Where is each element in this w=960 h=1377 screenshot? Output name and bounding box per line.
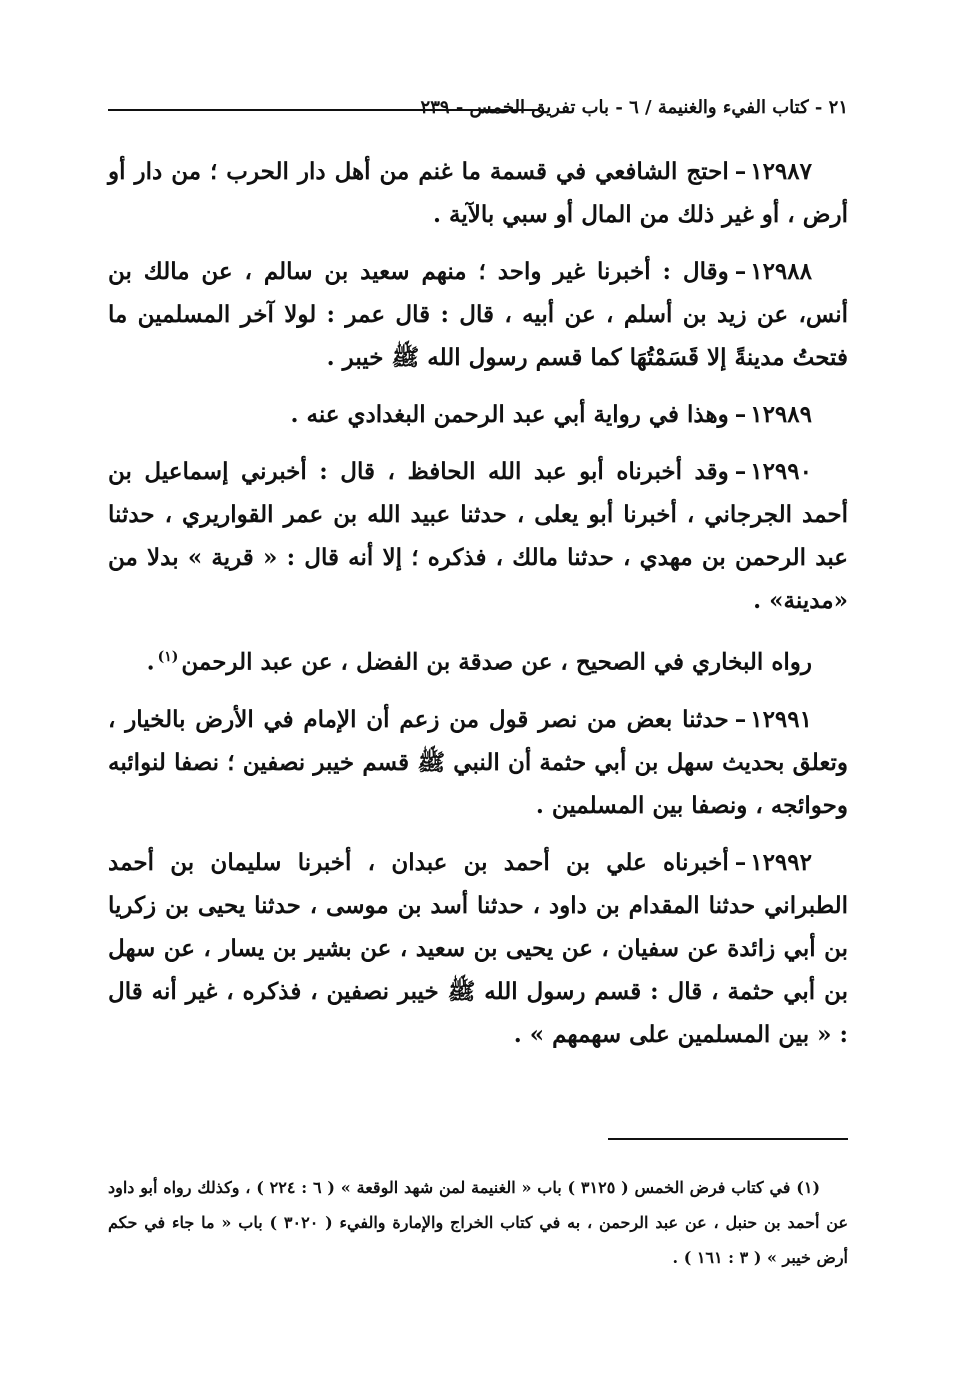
footnote-reference[interactable]: (١) — [157, 649, 179, 665]
hadith-number: ١٢٩٩١ — [750, 705, 812, 733]
hadith-12987: ١٢٩٨٧–احتج الشافعي في قسمة ما غنم من أهل دار الحرب ؛ من دار أو أرض ، أو غير ذلك من المال أو سبي بالآية . — [108, 158, 848, 228]
footnote — [108, 1170, 848, 1275]
hadith-text: أخبرناه علي بن أحمد بن عبدان ، أخبرنا سليمان بن أحمد الطبراني حدثنا المقدام بن داود ، حدثنا أسد بن موسى ، حدثنا يحيى بن زكريا بن أبي زائدة عن سفيان ، عن يحيى بن سعيد ، عن بشير بن يسار ، عن سهل بن أبي حثمة ، قال : قسم رسول الله ﷺ خيبر نصفين ، فذكره ، غير أنه قال : « بين المسلمين على سهمهم » . — [108, 848, 848, 1048]
narration-note — [108, 636, 848, 684]
hadith-text: وقد أخبرناه أبو عبد الله الحافظ ، قال : أخبرني إسماعيل بن أحمد الجرجاني ، أخبرنا أبو يعلى ، حدثنا عبيد الله بن عمر القواريري ، حدثنا عبد الرحمن بن مهدي ، حدثنا مالك ، فذكره ؛ إلا أنه قال : « قرية » بدلا من «مدينة» . — [108, 458, 848, 614]
hadith-12991: ١٢٩٩١–حدثنا بعض من نصر قول من زعم أن الإمام في الأرض بالخيار ، وتعلق بحديث سهل بن أبي حثمة أن النبي ﷺ قسم خيبر نصفين ؛ نصفا لنوائبه وحوائجه ، ونصفا بين المسلمين . — [108, 705, 848, 819]
hadith-text: وهذا في رواية أبي عبد الرحمن البغدادي عنه . — [290, 401, 729, 428]
hadith-number: ١٢٩٩٠ — [750, 458, 812, 485]
running-header — [108, 92, 848, 124]
hadith-12988: ١٢٩٨٨–وقال : أخبرنا غير واحد ؛ منهم سعيد بن سالم ، عن مالك بن أنس، عن زيد بن أسلم ، عن أبيه ، قال : قال عمر : لولا آخر المسلمين ما فتحتُ مدينةً إلا قَسَمْتُهَا كما قسم رسول الله ﷺ خيبر . — [108, 258, 848, 371]
footnote-rule — [608, 1138, 848, 1140]
hadith-number: ١٢٩٨٨ — [750, 258, 812, 285]
hadith-text: حدثنا بعض من نصر قول من زعم أن الإمام في الأرض بالخيار ، وتعلق بحديث سهل بن أبي حثمة أن النبي ﷺ قسم خيبر نصفين ؛ نصفا لنوائبه وحوائجه ، ونصفا بين المسلمين . — [108, 705, 848, 819]
hadith-12992: ١٢٩٩٢–أخبرناه علي بن أحمد بن عبدان ، أخبرنا سليمان بن أحمد الطبراني حدثنا المقدام بن داود ، حدثنا أسد بن موسى ، حدثنا يحيى بن زكريا بن أبي زائدة عن سفيان ، عن يحيى بن سعيد ، عن بشير بن يسار ، عن سهل بن أبي حثمة ، قال : قسم رسول الله ﷺ خيبر نصفين ، فذكره ، غير أنه قال : « بين المسلمين على سهمهم » . — [108, 848, 848, 1048]
footnote-text: (١) في كتاب فرض الخمس ( ٣١٢٥ ) باب « الغنيمة لمن شهد الوقعة » ( ٦ : ٢٢٤ ) ، وكذلك رواه أبو داود عن أحمد بن حنبل ، عن عبد الرحمن ، به في كتاب الخراج والإمارة والفيء ( ٣٠٢٠ ) باب « ما جاء في حكم أرض خيبر » ( ٣ : ١٦١ ) . — [108, 1178, 849, 1267]
hadith-12989: ١٢٩٨٩–وهذا في رواية أبي عبد الرحمن البغدادي عنه . — [290, 401, 812, 428]
narration-tail: . — [146, 648, 155, 676]
narration-text: رواه البخاري في الصحيح ، عن صدقة بن الفضل ، عن عبد الرحمن — [181, 648, 812, 676]
header-title: ٢١ - كتاب الفيء والغنيمة / ٦ - باب تفريق الخمس - ٢٣٩ — [420, 97, 848, 118]
hadith-number: ١٢٩٨٧ — [750, 158, 812, 185]
hadith-number: ١٢٩٨٩ — [750, 401, 812, 428]
main-text — [108, 150, 848, 1070]
hadith-text: وقال : أخبرنا غير واحد ؛ منهم سعيد بن سالم ، عن مالك بن أنس، عن زيد بن أسلم ، عن أبيه ، قال : قال عمر : لولا آخر المسلمين ما فتحتُ مدينةً إلا قَسَمْتُهَا كما قسم رسول الله ﷺ خيبر . — [108, 258, 848, 371]
hadith-text: احتج الشافعي في قسمة ما غنم من أهل دار الحرب ؛ من دار أو أرض ، أو غير ذلك من المال أو سبي بالآية . — [108, 158, 848, 228]
hadith-12990: ١٢٩٩٠–وقد أخبرناه أبو عبد الله الحافظ ، قال : أخبرني إسماعيل بن أحمد الجرجاني ، أخبرنا أبو يعلى ، حدثنا عبيد الله بن عمر القواريري ، حدثنا عبد الرحمن بن مهدي ، حدثنا مالك ، فذكره ؛ إلا أنه قال : « قرية » بدلا من «مدينة» . — [108, 458, 848, 614]
hadith-number: ١٢٩٩٢ — [750, 848, 812, 876]
